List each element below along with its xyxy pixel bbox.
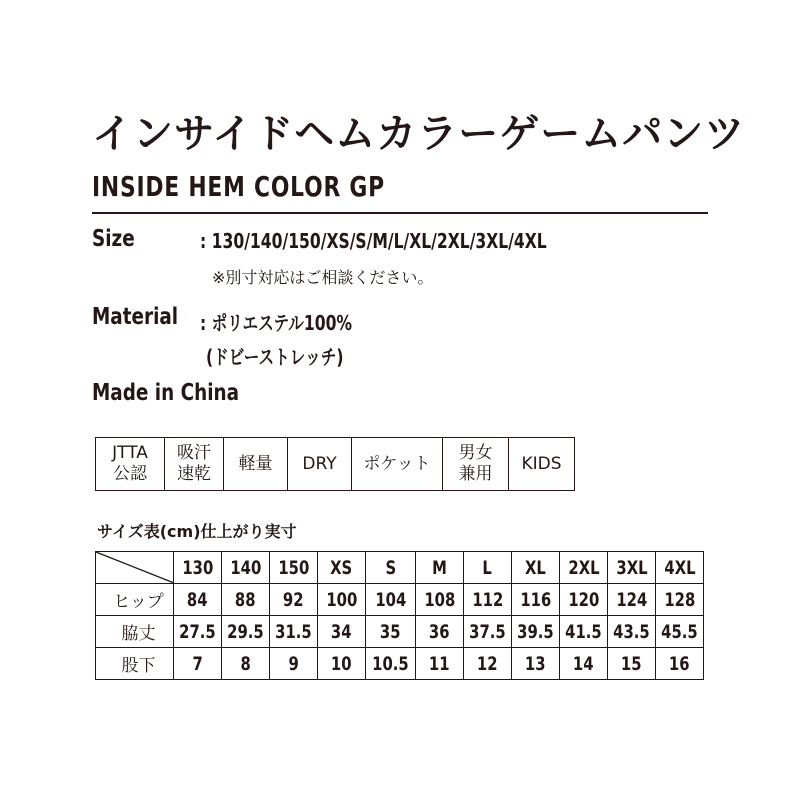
size-note: ※別寸対応はご相談ください。 <box>212 268 434 287</box>
material-label: Material <box>92 304 179 330</box>
row-label: 脇丈 <box>96 616 174 648</box>
diagonal-line <box>96 552 174 583</box>
size-header: 2XL <box>560 552 608 584</box>
feature-badge: 軽量 <box>224 438 288 490</box>
table-cell: 45.5 <box>656 616 704 648</box>
row-label: 股下 <box>96 648 174 680</box>
table-cell: 112 <box>464 584 512 616</box>
size-table-header-row <box>96 552 704 584</box>
table-cell: 124 <box>608 584 656 616</box>
table-row <box>96 616 704 648</box>
table-cell: 39.5 <box>512 616 560 648</box>
feature-badge: ポケット <box>352 438 443 490</box>
table-cell: 7 <box>174 648 222 680</box>
feature-badge: 吸汗 速乾 <box>165 438 224 490</box>
material-value: : ポリエステル100% <box>200 311 353 335</box>
size-header: XS <box>318 552 366 584</box>
material-note: (ドビーストレッチ) <box>206 345 344 369</box>
table-cell: 84 <box>174 584 222 616</box>
size-header: XL <box>512 552 560 584</box>
table-cell: 116 <box>512 584 560 616</box>
table-cell: 31.5 <box>270 616 318 648</box>
table-cell: 10.5 <box>366 648 416 680</box>
table-cell: 10 <box>318 648 366 680</box>
table-row <box>96 584 704 616</box>
table-cell: 37.5 <box>464 616 512 648</box>
table-cell: 120 <box>560 584 608 616</box>
table-cell: 43.5 <box>608 616 656 648</box>
size-header: 150 <box>270 552 318 584</box>
size-header: 4XL <box>656 552 704 584</box>
table-cell: 27.5 <box>174 616 222 648</box>
table-cell: 11 <box>416 648 464 680</box>
table-cell: 100 <box>318 584 366 616</box>
table-cell: 14 <box>560 648 608 680</box>
size-header: 140 <box>222 552 270 584</box>
origin-label: Made in China <box>92 380 240 406</box>
table-row <box>96 648 704 680</box>
table-cell: 92 <box>270 584 318 616</box>
table-cell: 41.5 <box>560 616 608 648</box>
table-cell: 8 <box>222 648 270 680</box>
size-table-title: サイズ表(cm)仕上がり実寸 <box>97 522 297 541</box>
size-value: : 130/140/150/XS/S/M/L/XL/2XL/3XL/4XL <box>200 229 547 253</box>
table-cell: 104 <box>366 584 416 616</box>
table-corner-cell <box>96 552 174 584</box>
table-cell: 36 <box>416 616 464 648</box>
table-cell: 128 <box>656 584 704 616</box>
table-cell: 88 <box>222 584 270 616</box>
table-cell: 9 <box>270 648 318 680</box>
size-header: 130 <box>174 552 222 584</box>
product-title-en: INSIDE HEM COLOR GP <box>92 170 385 203</box>
table-cell: 13 <box>512 648 560 680</box>
table-cell: 16 <box>656 648 704 680</box>
table-cell: 29.5 <box>222 616 270 648</box>
size-label: Size <box>92 226 135 252</box>
size-header: 3XL <box>608 552 656 584</box>
table-cell: 15 <box>608 648 656 680</box>
size-header: L <box>464 552 512 584</box>
feature-badges <box>95 437 575 491</box>
table-cell: 108 <box>416 584 464 616</box>
size-header: M <box>416 552 464 584</box>
table-cell: 12 <box>464 648 512 680</box>
feature-badge: DRY <box>288 438 352 490</box>
title-divider <box>92 212 708 214</box>
feature-badge: KIDS <box>521 453 562 474</box>
row-label: ヒップ <box>96 584 174 616</box>
size-table <box>95 551 704 680</box>
product-title-jp: インサイドヘムカラーゲームパンツ <box>92 111 746 157</box>
table-cell: 35 <box>366 616 416 648</box>
feature-badge: 男女 兼用 <box>443 438 509 490</box>
table-cell: 34 <box>318 616 366 648</box>
feature-badge: JTTA 公認 <box>96 438 165 490</box>
size-header: S <box>366 552 416 584</box>
